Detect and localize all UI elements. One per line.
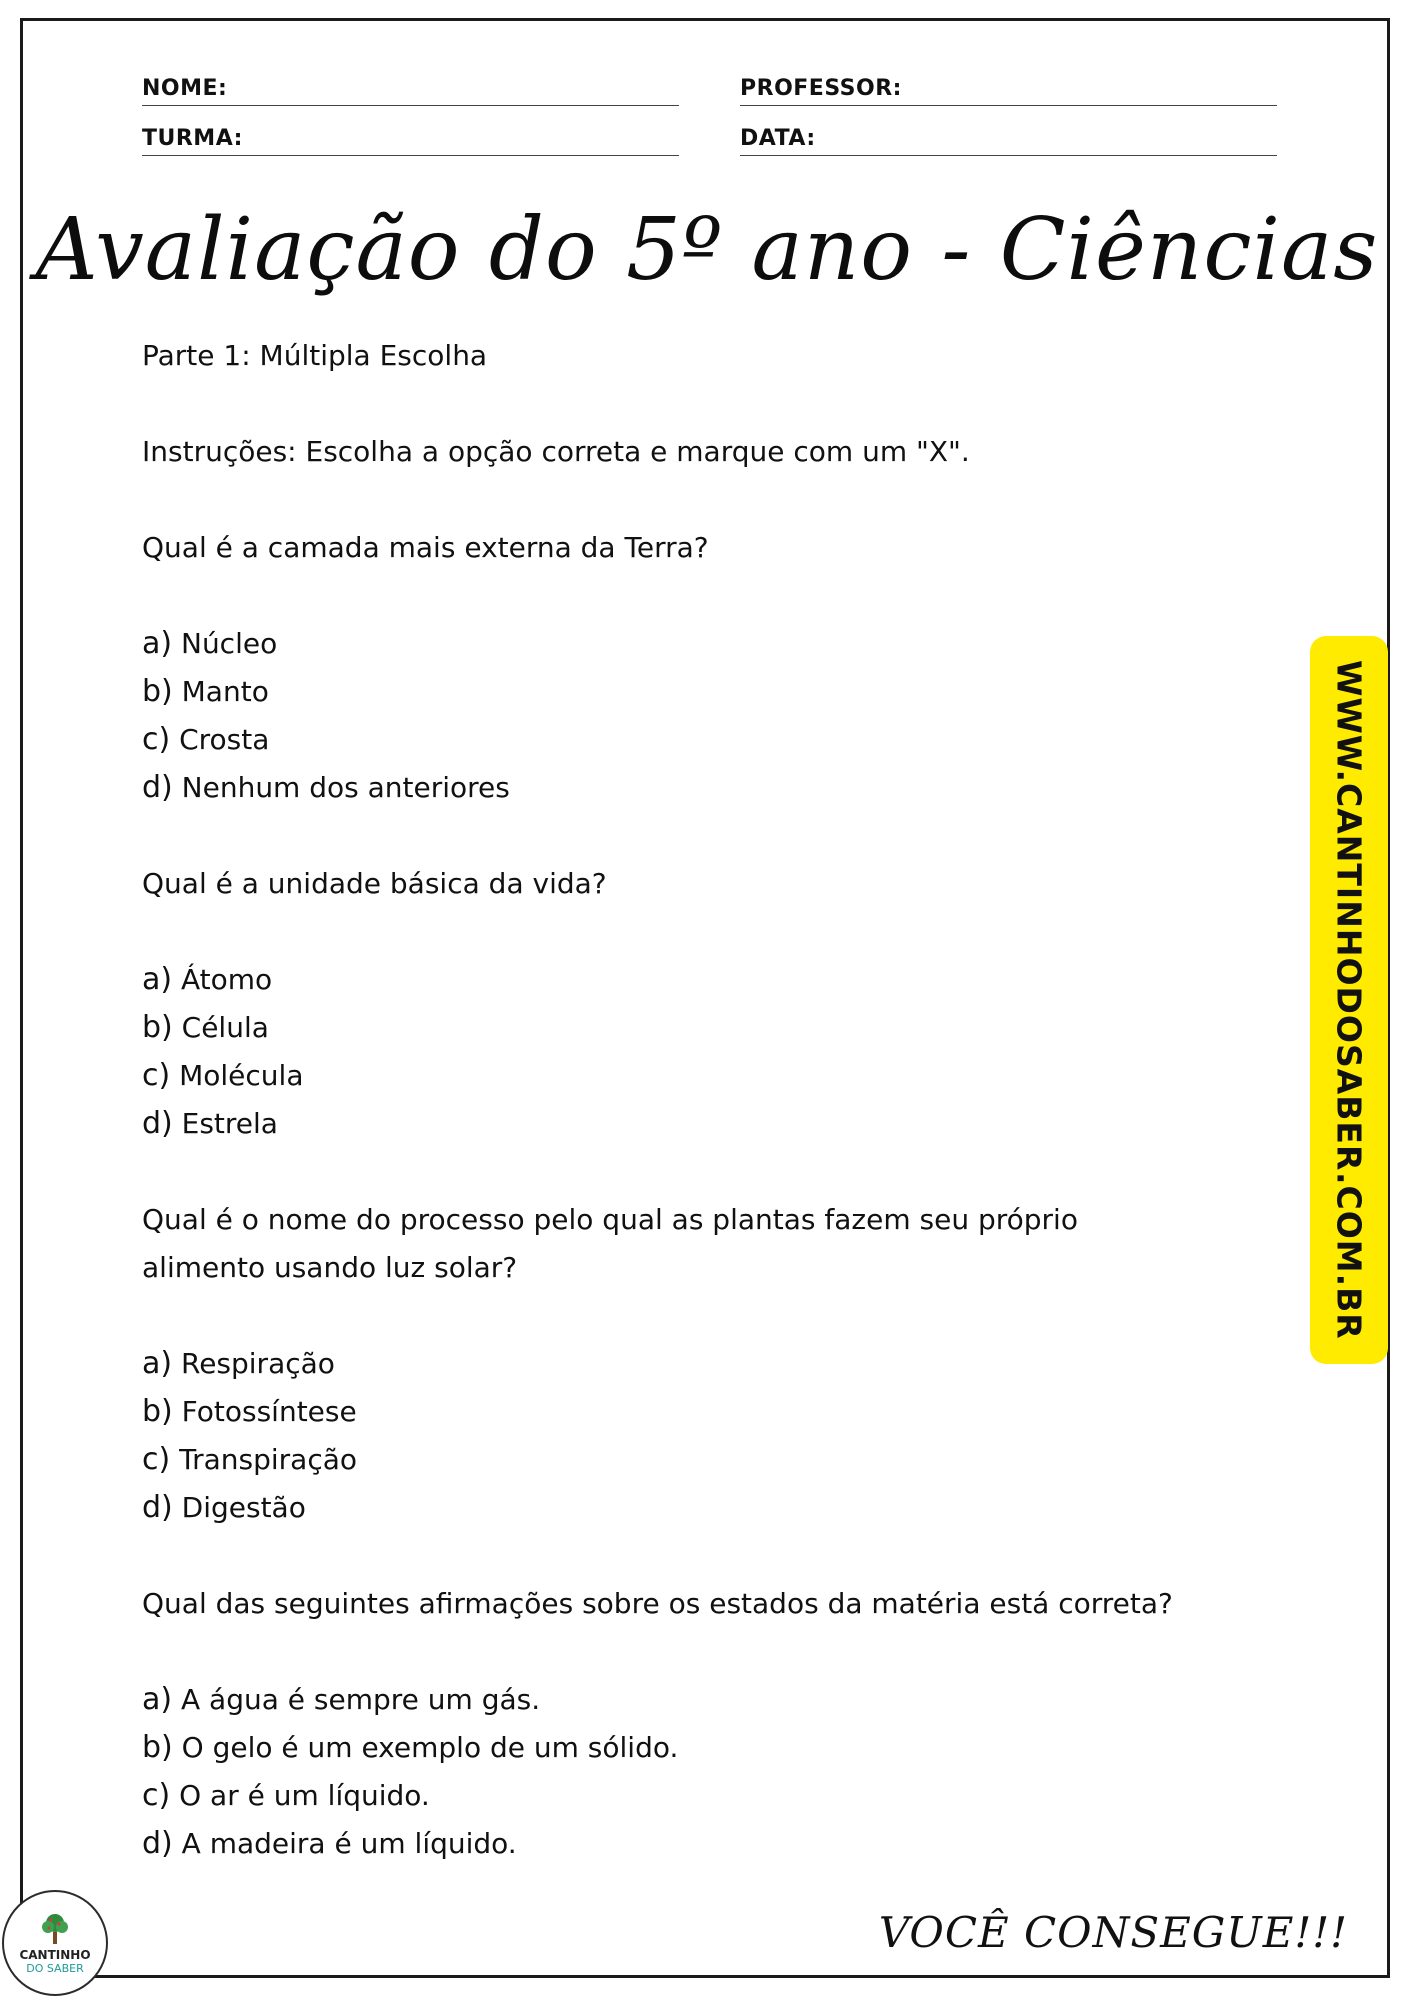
student-info-header (142, 70, 1277, 170)
option-letter: c) (142, 1778, 171, 1813)
option-letter: d) (142, 1106, 173, 1141)
question-1-text: Qual é a camada mais externa da Terra? (142, 531, 709, 564)
question-1-option-b[interactable] (142, 668, 1282, 716)
question-3-option-c[interactable] (142, 1436, 1282, 1484)
question-3-option-a[interactable] (142, 1340, 1282, 1388)
website-banner (1310, 636, 1388, 1364)
section-title: Parte 1: Múltipla Escolha (142, 339, 488, 372)
option-text: Manto (172, 675, 269, 708)
option-letter: c) (142, 1058, 171, 1093)
option-text: Fotossíntese (172, 1395, 357, 1428)
option-letter: d) (142, 1826, 173, 1861)
option-letter: b) (142, 674, 173, 709)
option-text: Crosta (170, 723, 270, 756)
professor-field[interactable] (740, 70, 1277, 106)
option-letter: b) (142, 1394, 173, 1429)
question-3-option-b[interactable] (142, 1388, 1282, 1436)
option-text: Átomo (172, 963, 273, 996)
question-4-option-d[interactable] (142, 1820, 1282, 1868)
option-text: Molécula (170, 1059, 304, 1092)
question-4-option-a[interactable] (142, 1676, 1282, 1724)
option-text: O gelo é um exemplo de um sólido. (172, 1731, 679, 1764)
logo-text-line-1: CANTINHO (19, 1947, 91, 1962)
turma-label: TURMA: (142, 126, 243, 151)
option-letter: a) (142, 962, 173, 997)
option-letter: a) (142, 1346, 173, 1381)
option-letter: d) (142, 770, 173, 805)
encouragement-message: VOCÊ CONSEGUE!!! (878, 1908, 1348, 1957)
option-text: Nenhum dos anteriores (172, 771, 510, 804)
option-text: Estrela (172, 1107, 278, 1140)
website-url[interactable]: WWW.CANTINHODOSABER.COM.BR (1329, 660, 1369, 1340)
nome-label: NOME: (142, 76, 228, 101)
exam-content (142, 332, 1282, 1868)
question-3-text-line-1: Qual é o nome do processo pelo qual as plantas fazem seu próprio (142, 1203, 1078, 1236)
page-title: Avaliação do 5º ano - Ciências (35, 200, 1379, 300)
question-2-option-d[interactable] (142, 1100, 1282, 1148)
option-letter: b) (142, 1730, 173, 1765)
question-3-option-d[interactable] (142, 1484, 1282, 1532)
data-field[interactable] (740, 120, 1277, 156)
option-text: A madeira é um líquido. (172, 1827, 517, 1860)
option-text: O ar é um líquido. (170, 1779, 430, 1812)
option-letter: a) (142, 626, 173, 661)
option-letter: d) (142, 1490, 173, 1525)
professor-label: PROFESSOR: (740, 76, 902, 101)
option-letter: b) (142, 1010, 173, 1045)
logo-text-line-2: DO SABER (26, 1961, 84, 1975)
question-1-option-d[interactable] (142, 764, 1282, 812)
question-4-option-c[interactable] (142, 1772, 1282, 1820)
question-4-text: Qual das seguintes afirmações sobre os estados da matéria está correta? (142, 1587, 1173, 1620)
question-4-option-b[interactable] (142, 1724, 1282, 1772)
cantinho-logo (2, 1890, 108, 1996)
nome-field[interactable] (142, 70, 679, 106)
instructions: Instruções: Escolha a opção correta e marque com um "X". (142, 435, 970, 468)
turma-field[interactable] (142, 120, 679, 156)
option-text: Célula (172, 1011, 269, 1044)
option-letter: a) (142, 1682, 173, 1717)
question-3-text-line-2: alimento usando luz solar? (142, 1251, 518, 1284)
question-1-option-c[interactable] (142, 716, 1282, 764)
question-1-option-a[interactable] (142, 620, 1282, 668)
data-label: DATA: (740, 126, 816, 151)
option-text: Respiração (172, 1347, 335, 1380)
question-2-option-b[interactable] (142, 1004, 1282, 1052)
option-text: A água é sempre um gás. (172, 1683, 541, 1716)
tree-icon (38, 1912, 72, 1946)
question-2-option-a[interactable] (142, 956, 1282, 1004)
option-text: Transpiração (170, 1443, 358, 1476)
option-text: Núcleo (172, 627, 278, 660)
option-letter: c) (142, 722, 171, 757)
option-text: Digestão (172, 1491, 306, 1524)
question-2-option-c[interactable] (142, 1052, 1282, 1100)
question-2-text: Qual é a unidade básica da vida? (142, 867, 607, 900)
option-letter: c) (142, 1442, 171, 1477)
header-row-1 (142, 70, 1277, 106)
header-row-2 (142, 120, 1277, 156)
